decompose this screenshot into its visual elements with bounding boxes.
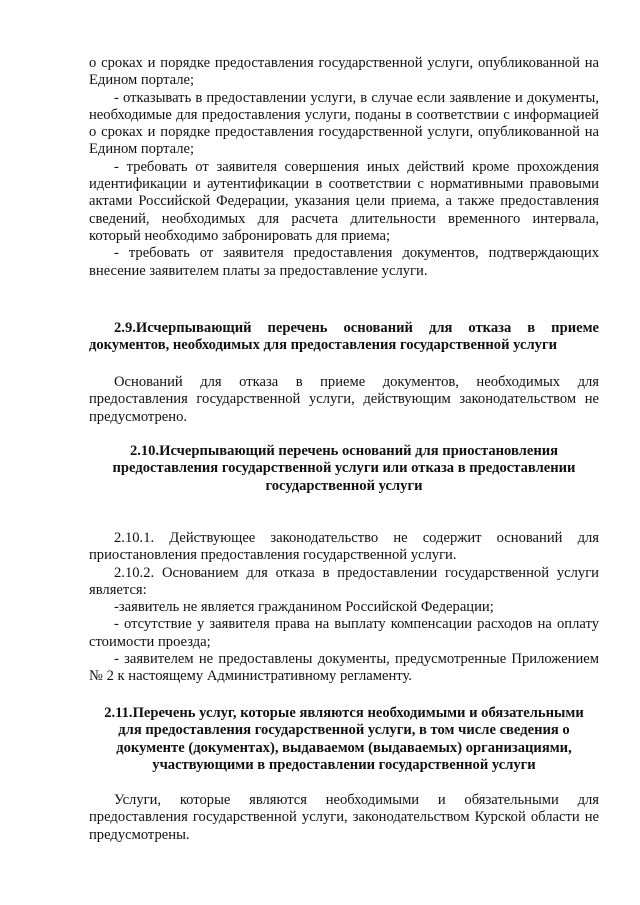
- paragraph: - отказывать в предоставлении услуги, в случае если заявление и документы, необходимые для предоставления услуги, поданы в соответствии с информацией о сроках и порядке предоставления государственной услуги, опубликованной на Едином портале;: [89, 89, 599, 158]
- paragraph: -заявитель не является гражданином Российской Федерации;: [114, 599, 494, 616]
- section-heading: 2.9.Исчерпывающий перечень оснований для отказа в приеме документов, необходимых для предоставления государственной услуги: [89, 320, 599, 354]
- section-heading-line: 2.11.Перечень услуг, которые являются необходимыми и обязательными: [104, 705, 584, 721]
- section-2-10-heading-block: [89, 443, 599, 495]
- section-2-8-continuation: [89, 55, 599, 280]
- paragraph: Услуги, которые являются необходимыми и обязательными для предоставления государственной услуги, законодательством Курской области не предусмотрены.: [89, 792, 599, 843]
- paragraph: о сроках и порядке предоставления государственной услуги, опубликованной на Едином портале;: [89, 55, 599, 89]
- paragraph: - требовать от заявителя предоставления документов, подтверждающих внесение заявителем платы за предоставление услуги.: [89, 245, 599, 279]
- section-heading-line: предоставления государственной услуги или отказа в предоставлении: [112, 460, 576, 477]
- paragraph: - требовать от заявителя совершения иных действий кроме прохождения идентификации и аутентификации в соответствии с нормативными правовыми актами Российской Федерации, указания цели приема, а также предоставления сведений, необходимых для расчета длительности временного интервала, который необходимо забронировать для приема;: [89, 158, 599, 244]
- paragraph: Оснований для отказа в приеме документов, необходимых для предоставления государственной услуги, действующим законодательством не предусмотрено.: [89, 374, 599, 425]
- section-2-9-heading-block: [89, 320, 599, 355]
- section-heading-line: документе (документах), выдаваемом (выдаваемых) организациями,: [116, 739, 572, 756]
- section-2-10-body: [89, 530, 599, 686]
- paragraph: 2.10.1. Действующее законодательство не содержит оснований для приостановления предоставления государственной услуги.: [89, 530, 599, 564]
- paragraph: 2.10.2. Основанием для отказа в предоставлении государственной услуги является:: [89, 564, 599, 598]
- section-2-11-body: [89, 792, 599, 844]
- section-2-11-heading-block: [89, 705, 599, 774]
- section-heading-line: 2.10.Исчерпывающий перечень оснований для приостановления: [129, 443, 559, 459]
- section-heading-line: участвующими в предоставлении государственной услуги: [152, 756, 536, 773]
- section-heading-line: государственной услуги: [265, 477, 423, 494]
- paragraph: - заявителем не предоставлены документы, предусмотренные Приложением № 2 к настоящему Административному регламенту.: [89, 651, 599, 685]
- section-heading-line: для предоставления государственной услуги, в том числе сведения о: [118, 722, 570, 739]
- paragraph: - отсутствие у заявителя права на выплату компенсации расходов на оплату стоимости проезда;: [89, 616, 599, 650]
- section-2-9-body: [89, 374, 599, 426]
